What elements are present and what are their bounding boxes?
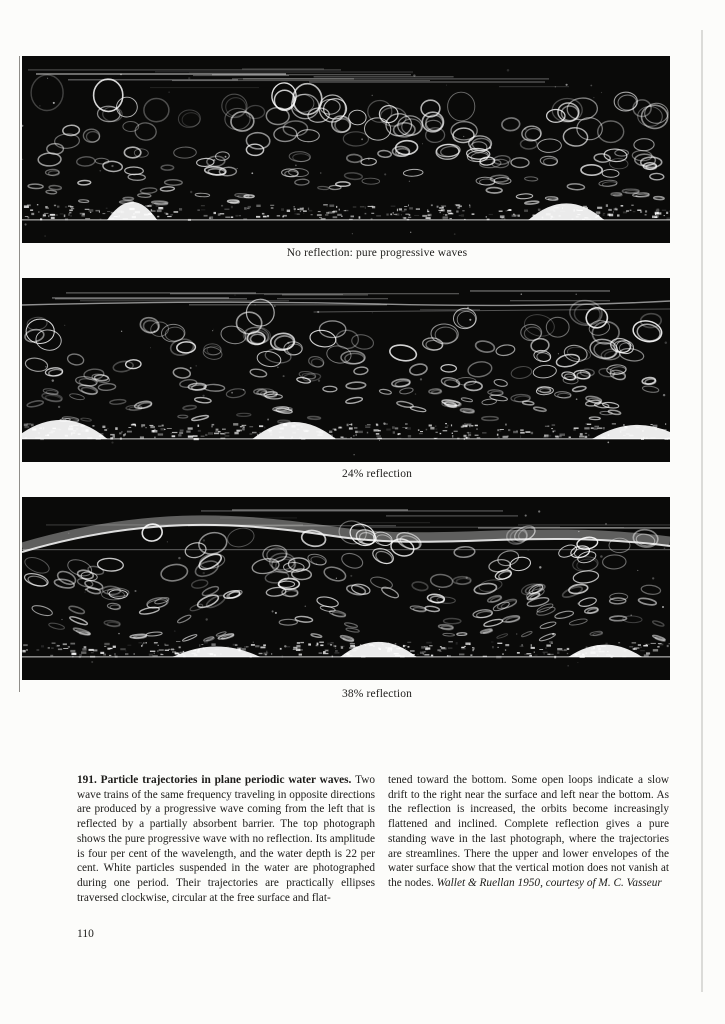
page-number: 110 <box>77 928 94 940</box>
figure-credit: Wallet & Ruellan 1950, courtesy of M. C. Vasseur <box>436 876 662 889</box>
figure-title: 191. Particle trajectories in plane periodic water waves. <box>77 774 352 786</box>
text-column-right <box>388 773 669 905</box>
photo-38-percent-reflection <box>22 497 670 680</box>
figure-text-left: Two wave trains of the same frequency traveling in opposite directions are produced by a progressive wave coming from the left that is reflected by a partially absorbent barrier. The top photograph shows the pure progressive wave with no reflection. Its amplitude is four per cent of the wavelength, and the water depth is 22 per cent. White particles suspended in the water are photographed during one period. Their trajectories are practically ellipses traversed clockwise, circular at the free surface and flat- <box>77 774 376 904</box>
paragraph-right <box>388 773 669 891</box>
caption-38-percent-reflection: 38% reflection <box>341 688 413 700</box>
figure-text-right: tened toward the bottom. Some open loops indicate a slow drift to the right near the surface and left near the bottom. As the reflection is increased, the orbits become increasingly flattened and inclined. Complete reflection gives a pure standing wave in the last photograph, where the trajectories are streamlines. There the upper and lower envelopes of the water surface show that the vertical motion does not vanish at the nodes. <box>388 774 669 889</box>
text-column-left <box>77 773 375 905</box>
caption-24-percent-reflection: 24% reflection <box>341 468 413 480</box>
paragraph-left <box>77 773 375 905</box>
scan-edge-line-left <box>19 56 20 692</box>
photo-24-percent-reflection <box>22 278 670 462</box>
caption-no-reflection: No reflection: pure progressive waves <box>286 247 468 259</box>
photo-no-reflection <box>22 56 670 243</box>
scan-edge-line-right <box>701 30 703 992</box>
figure-description <box>77 773 669 905</box>
